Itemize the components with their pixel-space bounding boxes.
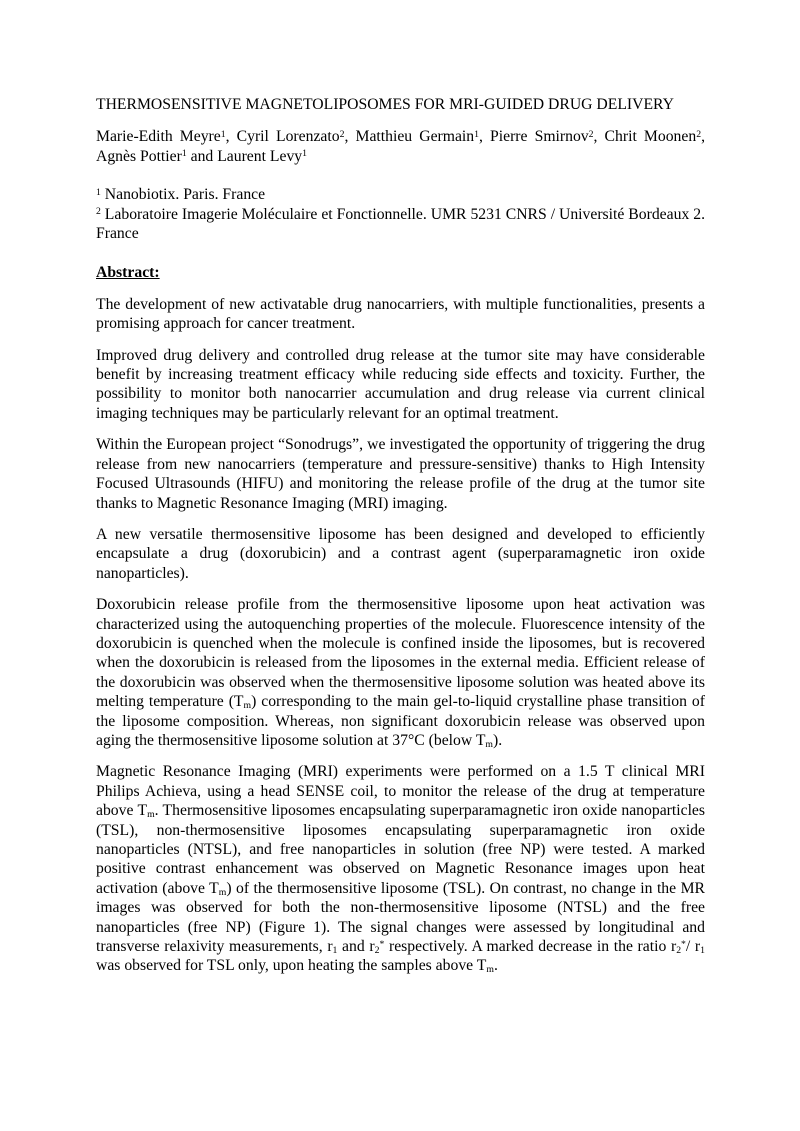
affiliation-2: $^2$ Laboratoire Imagerie Moléculaire et Fonctionnelle. UMR 5231 CNRS / Université Bordeaux 2. France xyxy=(96,205,705,243)
abstract-paragraph-5: Doxorubicin release profile from the thermosensitive liposome upon heat activation was characterized using the autoquenching properties of the molecule. Fluorescence intensity of the doxorubicin is quenched when the molecule is confined inside the liposomes, but is recovered when the doxorubicin is released from the liposomes in the external media. Efficient release of the doxorubicin was observed when the thermosensitive liposome solution was heated above its melting temperature $(T_m)$ corresponding to the main gel-to-liquid crystalline phase transition of the liposome composition. Whereas, non significant doxorubicin release was observed upon aging the thermosensitive liposome solution at 37°C (below $T_m$). xyxy=(96,596,705,750)
affiliations-block xyxy=(96,178,705,243)
abstract-paragraph-1: The development of new activatable drug nanocarriers, with multiple functionalities, presents a promising approach for cancer treatment. xyxy=(96,295,705,333)
paper-title: THERMOSENSITIVE MAGNETOLIPOSOMES FOR MRI-GUIDED DRUG DELIVERY xyxy=(96,96,674,113)
abstract-heading-label: Abstract: xyxy=(96,264,160,282)
abstract-paragraph-2: Improved drug delivery and controlled drug release at the tumor site may have considerable benefit by increasing treatment efficacy while reducing side effects and toxicity. Further, the possibility to monitor both nanocarrier accumulation and drug release via current clinical imaging techniques may be particularly relevant for an optimal treatment. xyxy=(96,346,705,422)
author-line: Marie-Edith Meyre$^1$, Cyril Lorenzato$^2$, Matthieu Germain$^1$, Pierre Smirnov$^2$, Chrit Moonen$^2$, Agnès Pottier$^1$ and Laurent Levy$^1$ xyxy=(96,128,705,165)
abstract-paragraph-4: A new versatile thermosensitive liposome has been designed and developed to efficiently encapsulate a drug (doxorubicin) and a contrast agent (superparamagnetic iron oxide nanoparticles). xyxy=(96,525,705,582)
affiliation-1: $^1$ Nanobiotix. Paris. France xyxy=(96,186,266,204)
abstract-heading xyxy=(96,255,705,282)
abstract-paragraph-3: Within the European project “Sonodrugs”, we investigated the opportunity of triggering the drug release from new nanocarriers (temperature and pressure-sensitive) thanks to High Intensity Focused Ultrasounds (HIFU) and monitoring the release profile of the drug at the tumor site thanks to Magnetic Resonance Imaging (MRI) imaging. xyxy=(96,436,705,512)
abstract-paragraph-6: Magnetic Resonance Imaging (MRI) experiments were performed on a 1.5 T clinical MRI Philips Achieva, using a head SENSE coil, to monitor the release of the drug at temperature above $T_m$. Thermosensitive liposomes encapsulating superparamagnetic iron oxide nanoparticles (TSL), non-thermosensitive liposomes encapsulating superparamagnetic iron oxide nanoparticles (NTSL), and free nanoparticles in solution (free NP) were tested. A marked positive contrast enhancement was observed on Magnetic Resonance images upon heat activation (above $T_m$) of the thermosensitive liposome (TSL). On contrast, no change in the MR images was observed for both the non-thermosensitive liposome (NTSL) and the free nanoparticles (free NP) (Figure 1). The signal changes were assessed by longitudinal and transverse relaxivity measurements, $r_1$ and $r_2^*$ respectively. A marked decrease in the ratio $r_2^*/$ $r_1$ was observed for TSL only, upon heating the samples above $T_m$. xyxy=(96,763,706,976)
